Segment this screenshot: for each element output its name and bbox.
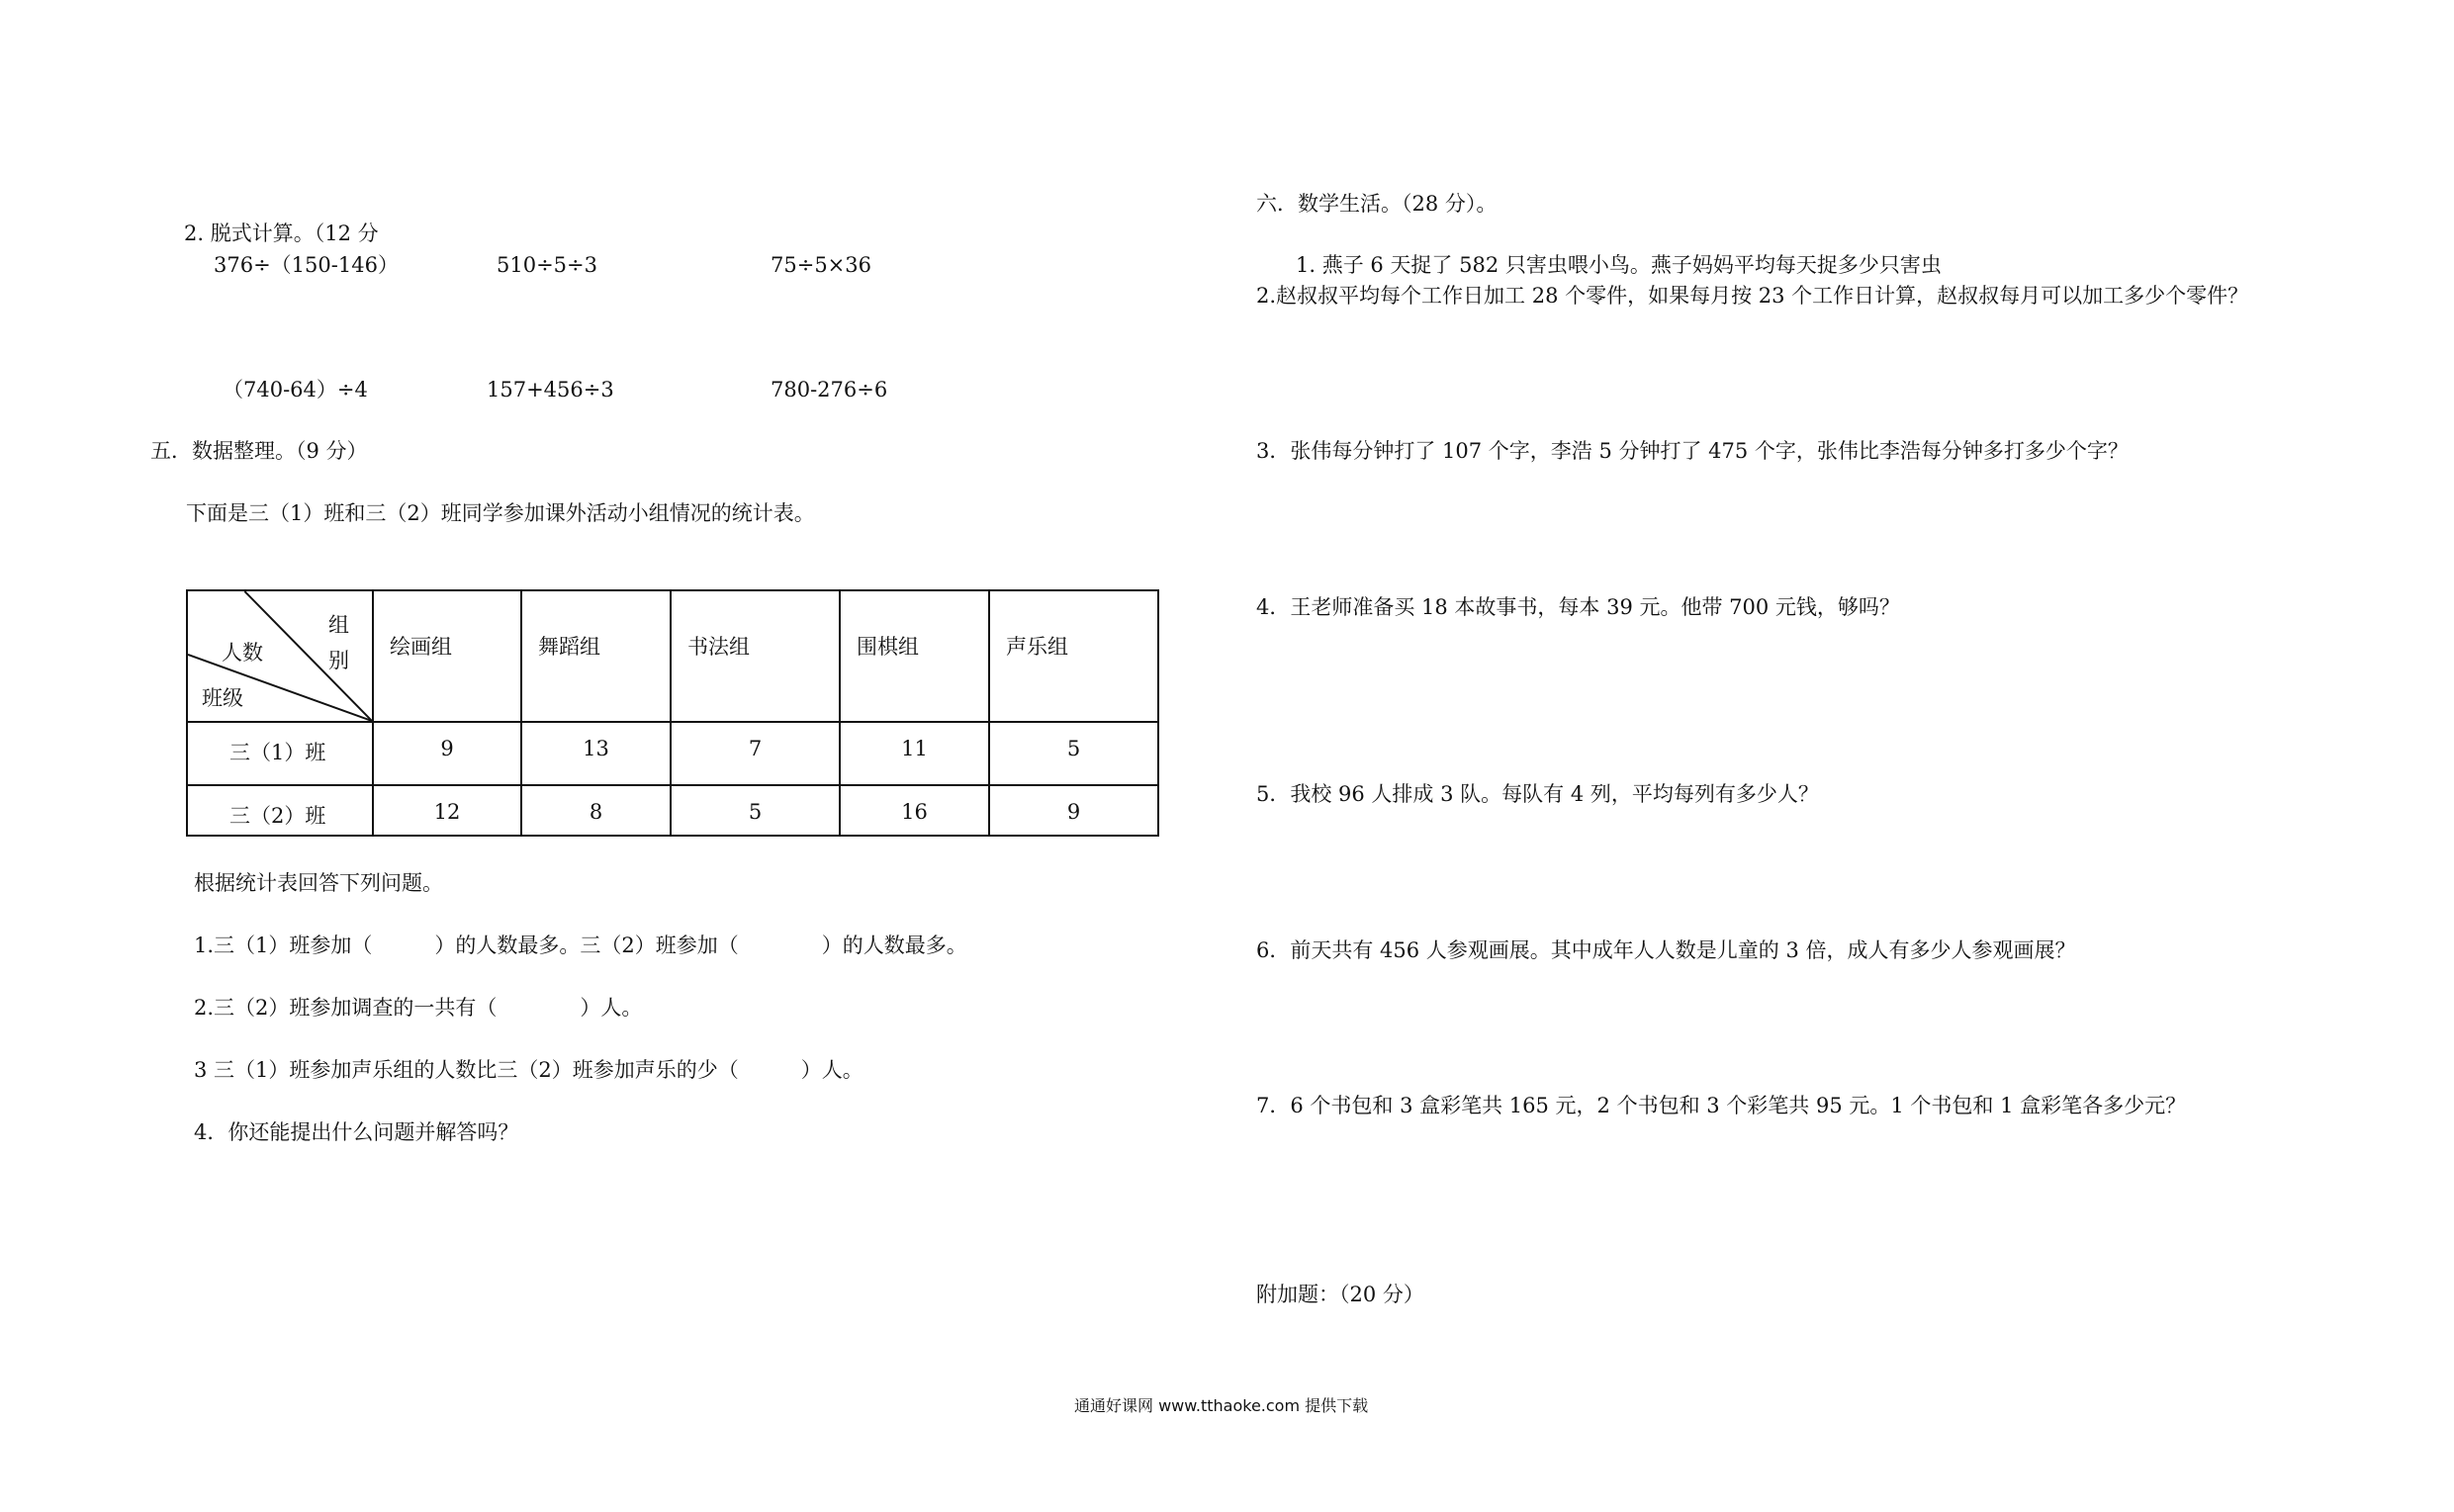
data-question-1: 1.三（1）班参加（ ）的人数最多。三（2）班参加（ ）的人数最多。 <box>194 934 967 957</box>
calc-section-title: 2. 脱式计算。（12 分 <box>184 222 379 245</box>
corner-label-class: 班级 <box>202 686 243 710</box>
word-problem-3: 3．张伟每分钟打了 107 个字，李浩 5 分钟打了 475 个字，张伟比李浩每分钟多打多少个字？ <box>1256 439 2129 463</box>
table-corner-cell <box>187 590 373 722</box>
word-problem-7: 7．6 个书包和 3 盒彩笔共 165 元，2 个书包和 3 个彩笔共 95 元。1 个书包和 1 盒彩笔各多少元？ <box>1256 1094 2187 1117</box>
group-header: 书法组 <box>671 590 840 722</box>
table-cell: 13 <box>521 722 671 785</box>
group-header: 舞蹈组 <box>521 590 671 722</box>
data-question-2: 2.三（2）班参加调查的一共有（ ）人。 <box>194 996 643 1020</box>
data-question-4: 4．你还能提出什么问题并解答吗？ <box>194 1120 519 1144</box>
statistics-table <box>186 589 1159 837</box>
word-problem-4: 4．王老师准备买 18 本故事书，每本 39 元。他带 700 元钱，够吗？ <box>1256 595 1900 619</box>
class-label-cell: 三（2）班 <box>187 785 373 836</box>
math-life-section-title: 六．数学生活。（28 分）。 <box>1256 192 1498 216</box>
corner-label-group-bottom: 别 <box>328 649 349 672</box>
table-cell: 5 <box>671 785 840 836</box>
group-header: 声乐组 <box>989 590 1158 722</box>
bonus-section-title: 附加题：（20 分） <box>1256 1283 1424 1306</box>
table-cell: 8 <box>521 785 671 836</box>
calc-expression: 376÷（150-146） <box>214 253 399 277</box>
table-cell: 11 <box>840 722 989 785</box>
corner-label-group-top: 组 <box>328 613 349 637</box>
word-problem-6: 6．前天共有 456 人参观画展。其中成年人人数是儿童的 3 倍，成人有多少人参观画展？ <box>1256 938 2076 962</box>
footer-credit: 通通好课网 www.tthaoke.com 提供下载 <box>1074 1396 1369 1415</box>
table-row <box>187 722 1158 785</box>
table-row <box>187 785 1158 836</box>
word-problem-1: 1. 燕子 6 天捉了 582 只害虫喂小鸟。燕子妈妈平均每天捉多少只害虫 <box>1296 253 1942 277</box>
table-cell: 7 <box>671 722 840 785</box>
group-header: 绘画组 <box>373 590 521 722</box>
table-cell: 12 <box>373 785 521 836</box>
table-cell: 16 <box>840 785 989 836</box>
group-header: 围棋组 <box>840 590 989 722</box>
calc-expression: 780-276÷6 <box>771 378 888 401</box>
calc-expression: 510÷5÷3 <box>497 253 597 277</box>
table-cell: 5 <box>989 722 1158 785</box>
data-question-3: 3 三（1）班参加声乐组的人数比三（2）班参加声乐的少（ ）人。 <box>194 1058 863 1082</box>
corner-label-people: 人数 <box>222 641 263 665</box>
table-prompt: 根据统计表回答下列问题。 <box>194 871 443 895</box>
calc-expression: 157+456÷3 <box>487 378 614 401</box>
data-section-intro: 下面是三（1）班和三（2）班同学参加课外活动小组情况的统计表。 <box>186 501 815 525</box>
table-header-row <box>187 590 1158 722</box>
table-cell: 9 <box>373 722 521 785</box>
data-section-title: 五．数据整理。（9 分） <box>150 439 368 463</box>
table-cell: 9 <box>989 785 1158 836</box>
word-problem-2: 2.赵叔叔平均每个工作日加工 28 个零件，如果每月按 23 个工作日计算，赵叔叔每月可以加工多少个零件？ <box>1256 284 2249 308</box>
word-problem-5: 5．我校 96 人排成 3 队。每队有 4 列，平均每列有多少人？ <box>1256 782 1819 806</box>
calc-expression: 75÷5×36 <box>771 253 871 277</box>
calc-expression: （740-64）÷4 <box>223 378 368 401</box>
class-label-cell: 三（1）班 <box>187 722 373 785</box>
